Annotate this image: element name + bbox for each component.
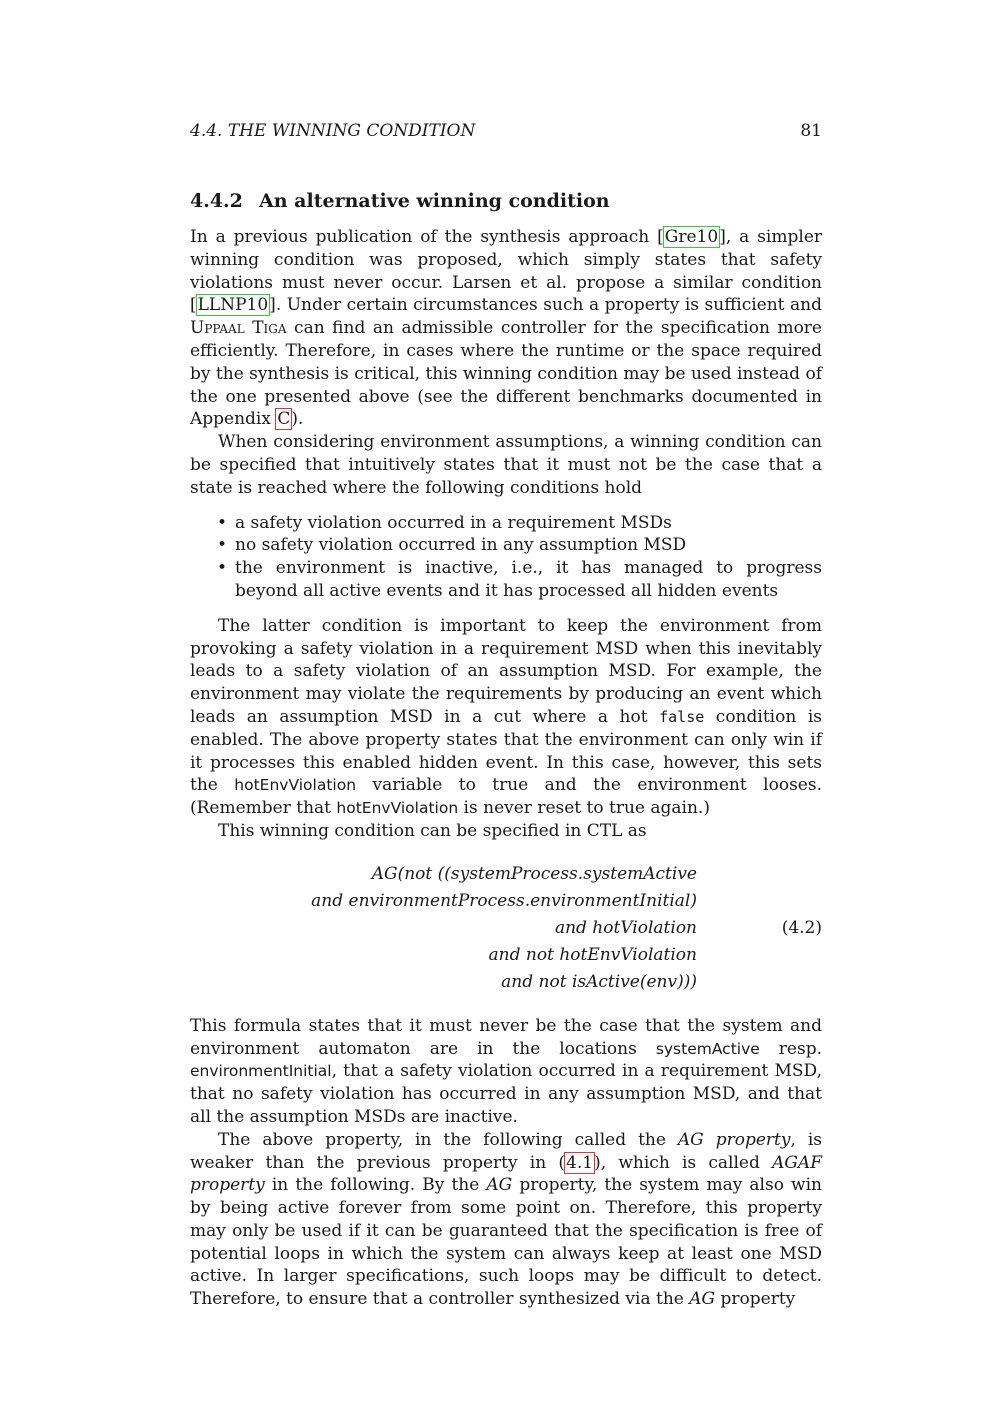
paragraph-2: When considering environment assumptions, a winning condition can be specified that intuitively states that it must not be the case that a state is reached where the following conditions hold — [190, 432, 822, 498]
ctl-formula — [190, 861, 822, 999]
location-name: systemActive — [655, 1039, 760, 1058]
text: property, the system may also win by being active forever from some point on. Therefore, this property may only be used if it can be guaranteed that the specification is free of potential loops in which the system can always keep at least one MSD active. In larger specifications, such loops may be difficult to detect. Therefore, to ensure that a controller synthesized via the — [190, 1175, 822, 1310]
text: , a simpler winning condition was proposed, which simply states that safety violations must never occur. Larsen et al. propose a similar condition — [190, 227, 822, 293]
paragraph-5 — [190, 1015, 822, 1129]
variable-name: hotEnvViolation — [336, 799, 459, 818]
paragraph-4: This winning condition can be specified in CTL as — [218, 820, 647, 841]
paragraph-6: The above property, in the following called the AG property, is weaker than the previous property in (4.1), which is called AGAF property in the following. By the AG property, the system may also win by being active forever from some point on. Therefore, this property may only be used if it can be guaranteed that the specification is free of potential loops in which the system can always keep at least one MSD active. In larger specifications, such loops may be difficult to detect. Therefore, to ensure that a controller synthesized via the AG property — [190, 1129, 823, 1310]
text: in the following. By the — [264, 1175, 487, 1196]
text: condition is enabled. The above property states that the environment can only win if it processes this enabled hidden event. In this case, however, this sets the — [190, 706, 822, 796]
text: In a previous publication of the synthesis approach — [190, 227, 658, 247]
text: , is weaker than the previous property in — [190, 1129, 822, 1173]
equation-number: (4.2) — [781, 917, 822, 938]
text: , which is called — [600, 1152, 773, 1173]
text: The above property, in the following called the — [218, 1129, 678, 1150]
citation-llnp10[interactable]: LLNP10 — [197, 295, 269, 316]
citation-gre10[interactable]: Gre10 — [664, 227, 719, 247]
paragraph-1: In a previous publication of the synthesis approach [Gre10], a simpler winning condition was proposed, which simply states that safety violations must never occur. Larsen et al. propose a similar condition [LLNP10]. Under certain circumstances such a property is sufficient and Uppaal Tiga can find an admissible controller for the specification more efficiently. Therefore, in cases where the runtime or the space required by the synthesis is critical, this winning condition may be used instead of the one presented above (see the different benchmarks documented in Appendix C). — [190, 227, 822, 430]
text: can find an admissible controller for the specification more efficiently. Therefore, in cases where the runtime or the space required by the synthesis is critical, this winning condition may be used instead of the one presented above (see the different benchmarks documented in Appendix — [190, 318, 822, 430]
text: property — [715, 1289, 796, 1310]
formula-line: and not hotEnvViolation — [488, 944, 697, 965]
text: is never reset to true again.) — [458, 798, 710, 819]
text: resp. — [759, 1038, 822, 1059]
term: AG — [486, 1175, 513, 1196]
formula-line: AG(not ((systemProcess.systemActive — [371, 863, 697, 884]
formula-line: and hotViolation — [554, 917, 697, 938]
equation-link[interactable]: 4.1 — [566, 1152, 594, 1173]
term: AG property — [677, 1129, 791, 1150]
term: AG — [689, 1289, 716, 1310]
code-false: false — [659, 707, 705, 726]
section-title: An alternative winning condition — [259, 190, 610, 212]
formula-line: and environmentProcess.environmentInitial) — [311, 890, 697, 911]
location-name: environmentInitial — [190, 1062, 332, 1081]
text: variable to true and the environment looses. (Remember that — [190, 775, 822, 819]
text: The latter condition is important to keep the environment from provoking a safety violation in a requirement MSD when this inevitably leads to a safety violation of an assumption MSD. For example, the environment may violate the requirements by producing an event which leads an assumption MSD in a cut where a hot — [190, 615, 822, 727]
list-item: • the environment is inactive, i.e., it has managed to progress beyond all active events and it has processed all hidden events — [235, 557, 822, 603]
list-item: • a safety violation occurred in a requirement MSDs — [235, 512, 822, 535]
paragraph-3 — [190, 615, 822, 820]
variable-name: hotEnvViolation — [234, 776, 357, 795]
appendix-link[interactable]: C — [277, 409, 291, 430]
section-number: 4.4.2 — [190, 190, 243, 212]
body-text — [190, 226, 822, 1311]
formula-line: and not isActive(env))) — [501, 971, 697, 992]
list-item: • no safety violation occurred in any assumption MSD — [235, 534, 822, 557]
section-heading — [190, 190, 822, 213]
running-header — [190, 120, 822, 144]
text: , that a safety violation occurred in a requirement MSD, that no safety violation has occurred in any assumption MSD, and that all the assumption MSDs are inactive. — [190, 1061, 822, 1127]
text: . Under certain circumstances such a property is sufficient and — [275, 295, 822, 316]
term: AGAF property — [190, 1152, 823, 1196]
running-title: 4.4. THE WINNING CONDITION — [190, 121, 476, 141]
tool-name: Uppaal Tiga — [190, 318, 287, 339]
text: This formula states that it must never be the case that the system and environment automaton are in the locations — [190, 1015, 822, 1059]
page-number: 81 — [800, 121, 822, 141]
text: ). — [291, 409, 304, 430]
condition-list — [190, 512, 822, 603]
